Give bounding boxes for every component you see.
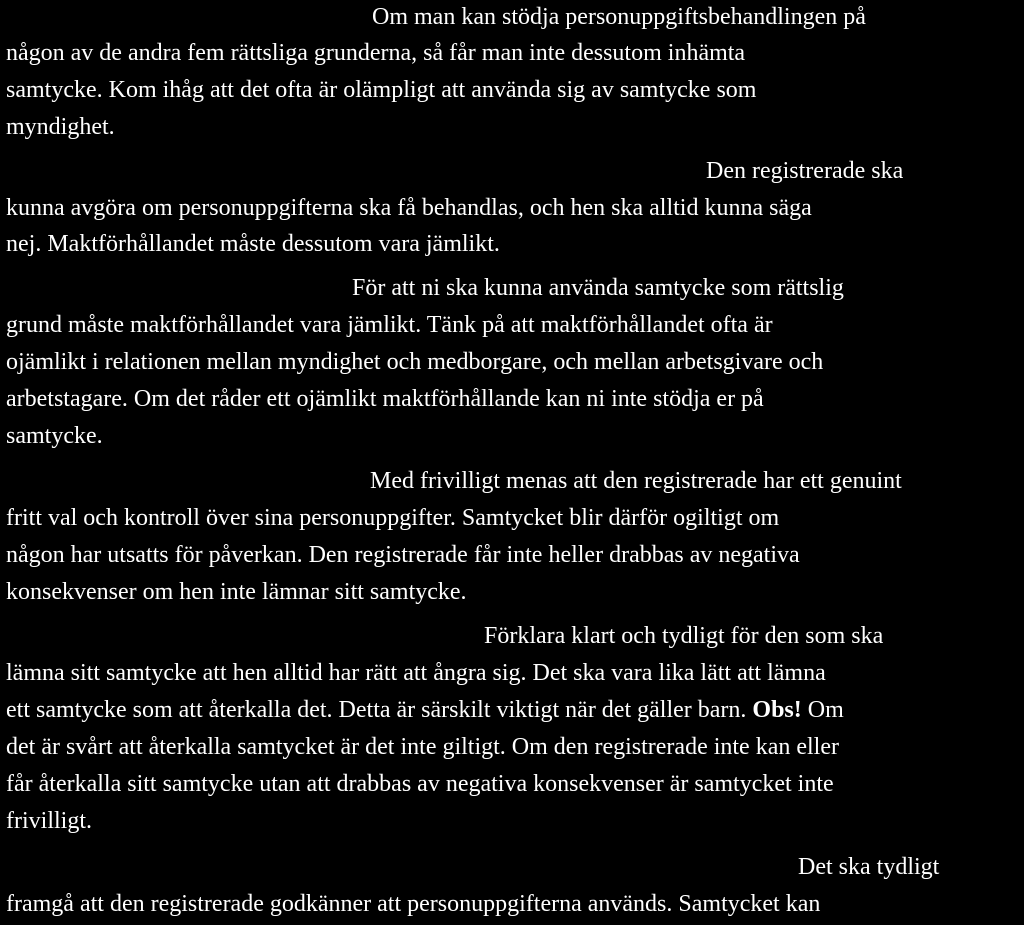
text-line: framgå att den registrerade godkänner att personuppgifterna används. Samtycket kan bbox=[6, 891, 821, 917]
text-line: Med frivilligt menas att den registrerade har ett genuint bbox=[370, 468, 902, 494]
text-line: arbetstagare. Om det råder ett ojämlikt maktförhållande kan ni inte stödja er på bbox=[6, 386, 764, 412]
text-line: Det ska tydligt bbox=[798, 854, 940, 880]
text-line: Den registrerade ska bbox=[706, 158, 904, 184]
text-line: någon har utsatts för påverkan. Den registrerade får inte heller drabbas av negativa bbox=[6, 542, 800, 568]
text-line: kunna avgöra om personuppgifterna ska få behandlas, och hen ska alltid kunna säga bbox=[6, 195, 812, 221]
text-line: någon av de andra fem rättsliga grunderna, så får man inte dessutom inhämta bbox=[6, 40, 746, 66]
text-segment: ett samtycke som att återkalla det. Detta är särskilt viktigt när det gäller barn. bbox=[6, 697, 747, 723]
text-line bbox=[6, 695, 844, 725]
text-line: det är svårt att återkalla samtycket är det inte giltigt. Om den registrerade inte kan eller bbox=[6, 734, 839, 760]
text-line: lämna sitt samtycke att hen alltid har rätt att ångra sig. Det ska vara lika lätt att lämna bbox=[6, 660, 826, 686]
text-line: nej. Maktförhållandet måste dessutom vara jämlikt. bbox=[6, 231, 500, 257]
text-line: samtycke. Kom ihåg att det ofta är olämpligt att använda sig av samtycke som bbox=[6, 77, 757, 103]
obs-emphasis: Obs! bbox=[752, 697, 802, 723]
text-line: Förklara klart och tydligt för den som ska bbox=[484, 623, 884, 649]
text-line: får återkalla sitt samtycke utan att drabbas av negativa konsekvenser är samtycket inte bbox=[6, 771, 834, 797]
text-line: konsekvenser om hen inte lämnar sitt samtycke. bbox=[6, 579, 467, 605]
text-line: ojämlikt i relationen mellan myndighet och medborgare, och mellan arbetsgivare och bbox=[6, 349, 824, 375]
text-segment: Om bbox=[807, 697, 844, 723]
text-line: fritt val och kontroll över sina personuppgifter. Samtycket blir därför ogiltigt om bbox=[6, 505, 780, 531]
text-line: myndighet. bbox=[6, 114, 115, 140]
text-line: frivilligt. bbox=[6, 808, 92, 834]
text-line: För att ni ska kunna använda samtycke som rättslig bbox=[352, 275, 844, 301]
text-line: Om man kan stödja personuppgiftsbehandlingen på bbox=[372, 4, 866, 30]
text-line: samtycke. bbox=[6, 423, 103, 449]
text-line: grund måste maktförhållandet vara jämlikt. Tänk på att maktförhållandet ofta är bbox=[6, 312, 773, 338]
